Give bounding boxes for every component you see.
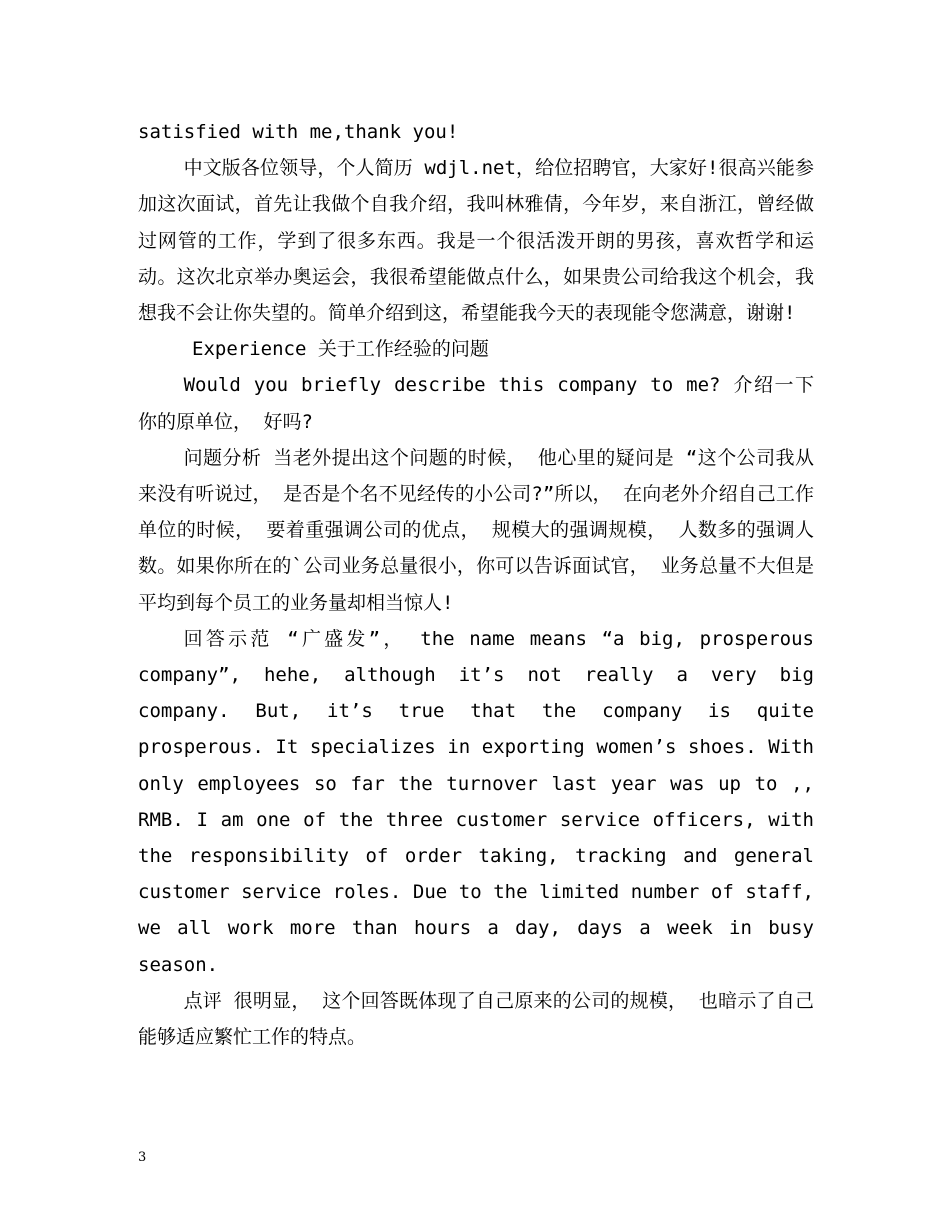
document-body (138, 114, 814, 1055)
paragraph-analysis: 问题分析 当老外提出这个问题的时候， 他心里的疑问是 “这个公司我从来没有听说过， 是否是个名不见经传的小公司?”所以， 在向老外介绍自己工作单位的时候， 要着重强调公司的优点， 规模大的强调规模， 人数多的强调人数。如果你所在的`公司业务总量很小，你可以告诉面试官， 业务总量不大但是平均到每个员工的业务量却相当惊人! (138, 446, 814, 614)
section-heading-experience: Experience 关于工作经验的问题 (192, 338, 489, 361)
paragraph-question: Would you briefly describe this company to me? 介绍一下你的原单位， 好吗? (138, 374, 814, 433)
page-number: 3 (138, 1150, 147, 1165)
paragraph-sample-answer: 回答示范 “广盛发”， the name means “a big, prosperous company”, hehe, although it’s not really a very big company. But, it’s true that the company is quite prosperous. It specializes in exporting women’s shoes. With only employees so far the turnover last year was up to ,, RMB. I am one of the three customer service officers, with the responsibility of order taking, tracking and general customer service roles. Due to the limited number of staff, we all work more than hours a day, days a week in busy season. (138, 627, 814, 976)
paragraph-comment: 点评 很明显， 这个回答既体现了自己原来的公司的规模， 也暗示了自己能够适应繁忙工作的特点。 (138, 989, 814, 1049)
paragraph-closing-english: satisfied with me,thank you! (138, 121, 459, 143)
paragraph-chinese-version: 中文版各位领导，个人简历 wdjl.net，给位招聘官，大家好!很高兴能参加这次面试，首先让我做个自我介绍，我叫林雅倩，今年岁，来自浙江，曾经做过网管的工作，学到了很多东西。我是一个很活泼开朗的男孩，喜欢哲学和运动。这次北京举办奥运会，我很希望能做点什么，如果贵公司给我这个机会，我想我不会让你失望的。简单介绍到这，希望能我今天的表现能令您满意，谢谢! (138, 157, 814, 325)
